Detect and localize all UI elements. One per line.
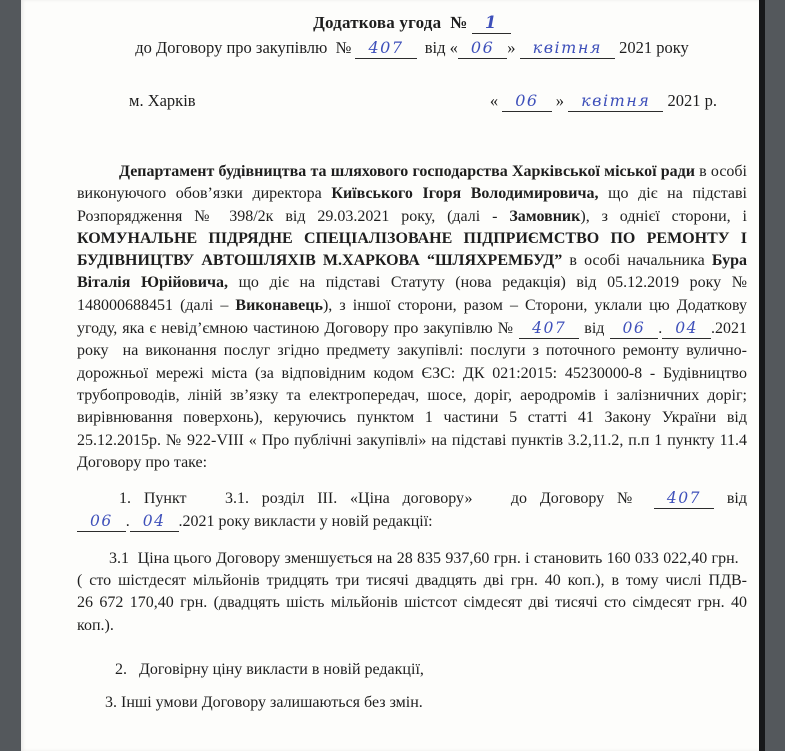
text-segment: в особі виконуючого обов’язки директора [77,163,748,203]
text-segment: Департамент будівництва та шляхового господарства Харківської міської ради [119,163,695,180]
text-segment: .2021 року викласти у новій редакції: [178,513,433,531]
paragraph-preamble [77,161,747,474]
handwritten-entry: 407 [355,38,416,59]
text-segment: що діє на підставі Статуту (нова редакція) від 05.12.2019 року № 148000688451 (далі – [77,274,748,314]
text-segment: ), з іншої сторони, разом – Сторони, уклали цю Додаткову угоду, яка є невід’ємною частиною Договору про закупівлю № [77,296,748,338]
text-segment: в особі начальника [562,252,712,270]
text-segment: Бура Віталія Юрійовича, [77,252,747,292]
place-date-row [77,91,747,111]
text-segment: Додаткова угода № [313,13,472,32]
text-segment: « [489,91,503,110]
handwritten-entry: 06 [502,91,551,112]
handwritten-entry: 04 [662,319,711,339]
text-segment: 3. Інші умови Договору залишаються без змін. [105,694,423,712]
text-segment: » [551,91,569,110]
handwritten-entry: 06 [77,512,126,532]
document-title [77,13,747,33]
handwritten-entry: 06 [458,38,507,59]
paragraph-clause-3 [77,692,747,714]
handwritten-entry: 407 [654,489,714,509]
date-line [490,91,747,111]
text-segment: Замовник [509,207,581,225]
handwritten-entry: 06 [610,319,659,339]
paragraph-clause-1 [77,487,747,534]
paragraph-clause-2 [77,659,747,681]
text-segment: від [714,490,748,508]
document-content [77,0,747,715]
paragraph-clause-3-1 [77,548,747,637]
text-segment: від [579,320,610,338]
text-segment: Київського Ігоря Володимировича, [331,185,599,203]
text-segment: що діє на підставі Розпорядження № 398/2к від 29.03.2021 року, (далі - [77,185,748,225]
text-segment: до Договору про закупівлю № [135,38,356,57]
text-segment: 2021 року [614,38,689,57]
text-segment: 1. Пункт 3.1. розділ III. «Ціна договору» до Договору № [119,490,654,508]
text-segment: » [507,38,520,57]
handwritten-entry: 1 [472,13,511,34]
text-segment: ), з однієї сторони, і [580,207,747,225]
text-segment: .2021 року на виконання послуг згідно предмету закупівлі: послуги з поточного ремонту вулично-дорожньої мережі міста (за відповідним кодом ЄЗС: ДК 021:2015: 45230000-8 - Будівництво трубопроводів, ліній зв’язку та електропередач, шосе, доріг, аеродромів і залізничних доріг; вирівнювання поверхонь), керуючись пунктом 1 частини 5 статті 41 Закону України від 25.12.2015р. № 922-VIII « Про публічні закупівлі» на підставі пунктів 3.2,11.2, п.п 1 пункту 11.4 Договору про таке: [77,320,748,471]
text-segment: . [658,320,663,338]
text-segment: від « [416,38,458,57]
text-segment: КОМУНАЛЬНЕ ПІДРЯДНЕ СПЕЦІАЛІЗОВАНЕ ПІДПРИЄМСТВО ПО РЕМОНТУ І БУДІВНИЦТВУ АВТОШЛЯХІВ М.ХАРКОВА “ШЛЯХРЕМБУД” [77,229,747,270]
handwritten-entry: квітня [520,38,615,59]
document-header [77,13,747,58]
text-segment: . [125,513,130,531]
text-segment: 3.1 Ціна цього Договору зменшується на 28 835 937,60 грн. і становить 160 033 022,40 грн. ( сто шістдесят мільйонів тридцять три тисячі двадцять дві грн. 40 коп.), в тому числі ПДВ- 26 672 170,40 грн. (двадцять шість мільйонів шістсот сімдесят дві тисячі сто сімдесят грн. 40 коп.). [77,549,747,634]
handwritten-entry: 04 [130,512,179,532]
text-segment: 2. Договірну ціну викласти в новій редакції, [115,660,424,678]
document-page [21,0,765,751]
text-segment: Виконавець [235,296,323,314]
text-segment: 2021 р. [663,91,717,110]
handwritten-entry: квітня [568,91,663,112]
city-label: м. Харків [129,91,196,110]
handwritten-entry: 407 [519,319,579,339]
document-subtitle [77,38,747,58]
